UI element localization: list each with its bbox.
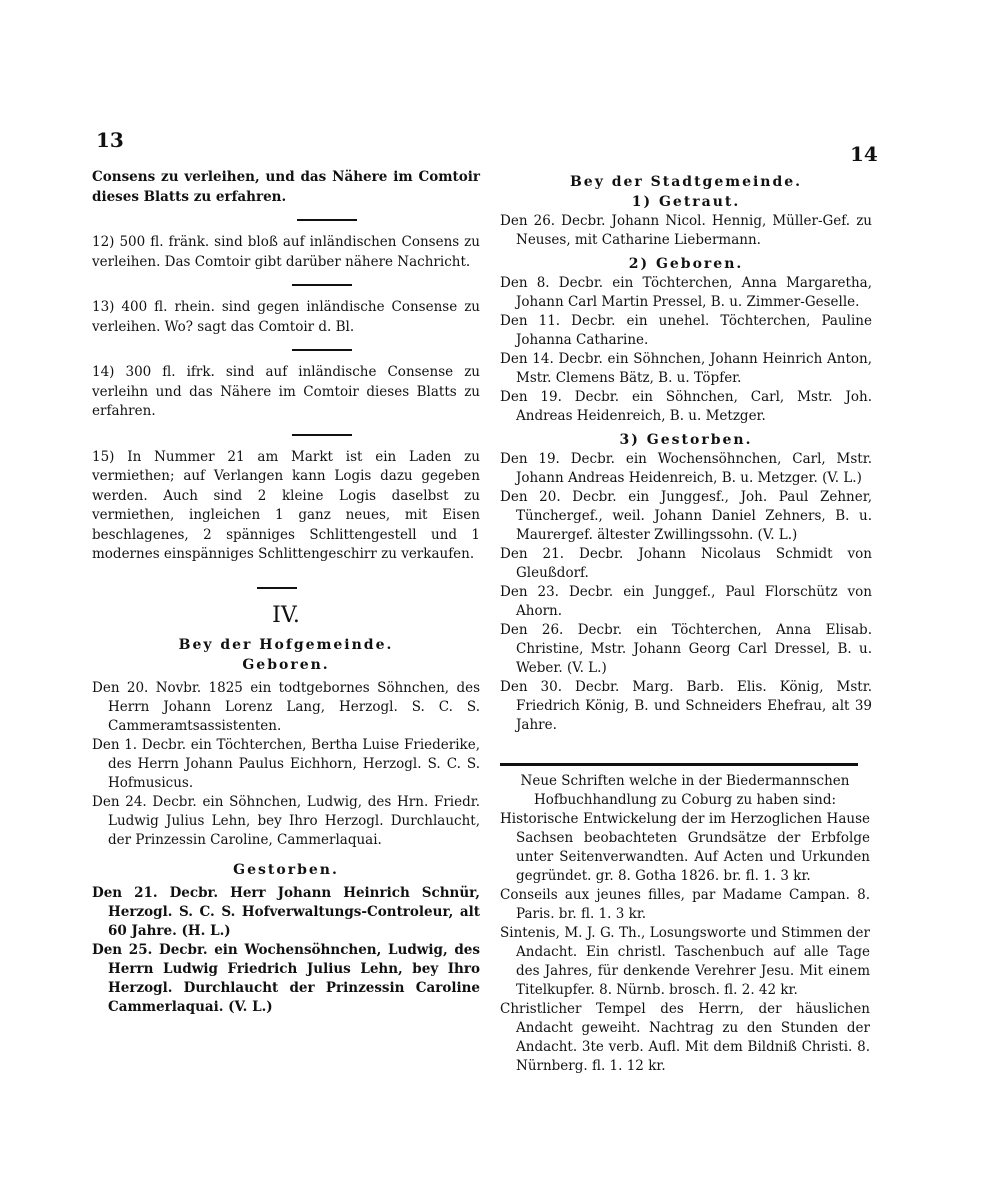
section-title-hofgemeinde: Bey der Hofgemeinde. <box>178 636 394 653</box>
born-entry: Den 14. Decbr. ein Söhnchen, Johann Heinrich Anton, Mstr. Clemens Bätz, B. u. Töpfer. <box>500 351 872 386</box>
died-entry: Den 19. Decbr. ein Wochensöhnchen, Carl, Mstr. Johann Andreas Heidenreich, B. u. Metzger. (V. L.) <box>500 451 872 486</box>
born-heading: Geboren. <box>242 656 330 673</box>
book-entry: Sintenis, M. J. G. Th., Losungsworte und Stimmen der Andacht. Ein christl. Taschenbuch auf alle Tage des Jahres, für denkende Verehrer Jesu. Mit einem Titelkupfer. 8. Nürnb. brosch. fl. 2. 42 kr. <box>500 925 870 998</box>
died-heading: Gestorben. <box>233 861 339 878</box>
died-entry: Den 20. Decbr. ein Junggesf., Joh. Paul Zehner, Tünchergef., weil. Johann Daniel Zehners, B. u. Maurergef. ältester Zwillingssohn. (V. L.) <box>500 489 872 543</box>
books-heading: Neue Schriften welche in der Biedermannschen Hofbuchhandlung zu Coburg zu haben sind: <box>520 773 850 808</box>
died-entry: Den 26. Decbr. ein Töchterchen, Anna Elisab. Christine, Mstr. Johann Georg Carl Dressel, B. u. Weber. (V. L.) <box>500 622 872 676</box>
died-entry: Den 21. Decbr. Johann Nicolaus Schmidt von Gleußdorf. <box>500 546 872 581</box>
section-title-stadtgemeinde: Bey der Stadtgemeinde. <box>569 174 803 190</box>
left-column <box>92 168 480 1017</box>
married-heading: 1) Getraut. <box>631 194 741 210</box>
book-entry: Christlicher Tempel des Herrn, der häuslichen Andacht geweiht. Nachtrag zu den Stunden der Andacht. 3te verb. Aufl. Mit dem Bildniß Christi. 8. Nürnberg. fl. 1. 12 kr. <box>500 1001 870 1074</box>
notice-15: 15) In Nummer 21 am Markt ist ein Laden zu vermiethen; auf Verlangen kann Logis dazu gegeben werden. Auch sind 2 kleine Logis daselbst zu vermiethen, ingleichen 1 ganz neues, mit Eisen beschlagenes, 2 spänniges Schlittengestell und 1 modernes einspänniges Schlittengeschirr zu verkaufen. <box>92 448 480 562</box>
died-entry: Den 30. Decbr. Marg. Barb. Elis. König, Mstr. Friedrich König, B. und Schneiders Ehefrau, alt 39 Jahre. <box>500 679 872 733</box>
born-entry: Den 1. Decbr. ein Töchterchen, Bertha Luise Friederike, des Herrn Johann Paulus Eichhorn, Herzogl. S. C. S. Hofmusicus. <box>92 736 480 791</box>
page-number-right: 14 <box>850 142 878 166</box>
died-entry: Den 23. Decbr. ein Junggef., Paul Florschütz von Ahorn. <box>500 584 872 619</box>
divider <box>257 587 297 589</box>
new-books-section <box>500 772 870 1076</box>
notice-12: 12) 500 fl. fränk. sind bloß auf inländischen Consens zu verleihen. Das Comtoir gibt darüber nähere Nachricht. <box>92 234 480 270</box>
notice-13: 13) 400 fl. rhein. sind gegen inländische Consense zu verleihen. Wo? sagt das Comtoir d. Bl. <box>92 299 480 335</box>
born-entry: Den 24. Decbr. ein Söhnchen, Ludwig, des Hrn. Friedr. Ludwig Julius Lehn, bey Ihro Herzogl. Durchlaucht, der Prinzessin Caroline, Cammerlaquai. <box>92 793 480 848</box>
right-column <box>500 172 872 735</box>
born-entry: Den 19. Decbr. ein Söhnchen, Carl, Mstr. Joh. Andreas Heidenreich, B. u. Metzger. <box>500 389 872 424</box>
divider <box>297 219 357 221</box>
divider <box>292 349 352 351</box>
section-divider <box>500 763 858 766</box>
divider <box>292 434 352 436</box>
book-entry: Historische Entwickelung der im Herzoglichen Hause Sachsen beobachteten Grundsätze der Erbfolge unter Seitenverwandten. Auf Acten und Urkunden gegründet. gr. 8. Gotha 1826. br. fl. 1. 3 kr. <box>500 811 870 884</box>
died-entry: Den 21. Decbr. Herr Johann Heinrich Schnür, Herzogl. S. C. S. Hofverwaltungs-Controleur, alt 60 Jahre. (H. L.) <box>92 884 480 939</box>
died-entry: Den 25. Decbr. ein Wochensöhnchen, Ludwig, des Herrn Ludwig Friedrich Julius Lehn, bey Ihro Herzogl. Durchlaucht der Prinzessin Caroline Cammerlaquai. (V. L.) <box>92 941 480 1015</box>
born-heading: 2) Geboren. <box>628 256 744 272</box>
died-heading: 3) Gestorben. <box>619 432 753 448</box>
book-entry: Conseils aux jeunes filles, par Madame Campan. 8. Paris. br. fl. 1. 3 kr. <box>500 887 870 922</box>
born-entry: Den 8. Decbr. ein Töchterchen, Anna Margaretha, Johann Carl Martin Pressel, B. u. Zimmer-Geselle. <box>500 275 872 310</box>
notice-continuation: Consens zu verleihen, und das Nähere im Comtoir dieses Blatts zu erfahren. <box>92 169 480 205</box>
married-entry: Den 26. Decbr. Johann Nicol. Hennig, Müller-Gef. zu Neuses, mit Catharine Liebermann. <box>500 213 872 248</box>
page-number-left: 13 <box>96 128 124 152</box>
divider <box>292 284 352 286</box>
section-numeral: IV. <box>272 602 300 628</box>
notice-14: 14) 300 fl. ifrk. sind auf inländische Consense zu verleihn und das Nähere im Comtoir dieses Blatts zu erfahren. <box>92 364 480 419</box>
born-entry: Den 20. Novbr. 1825 ein todtgebornes Söhnchen, des Herrn Johann Lorenz Lang, Herzogl. S. C. S. Cammeramtsassistenten. <box>92 679 480 734</box>
born-entry: Den 11. Decbr. ein unehel. Töchterchen, Pauline Johanna Catharine. <box>500 313 872 348</box>
